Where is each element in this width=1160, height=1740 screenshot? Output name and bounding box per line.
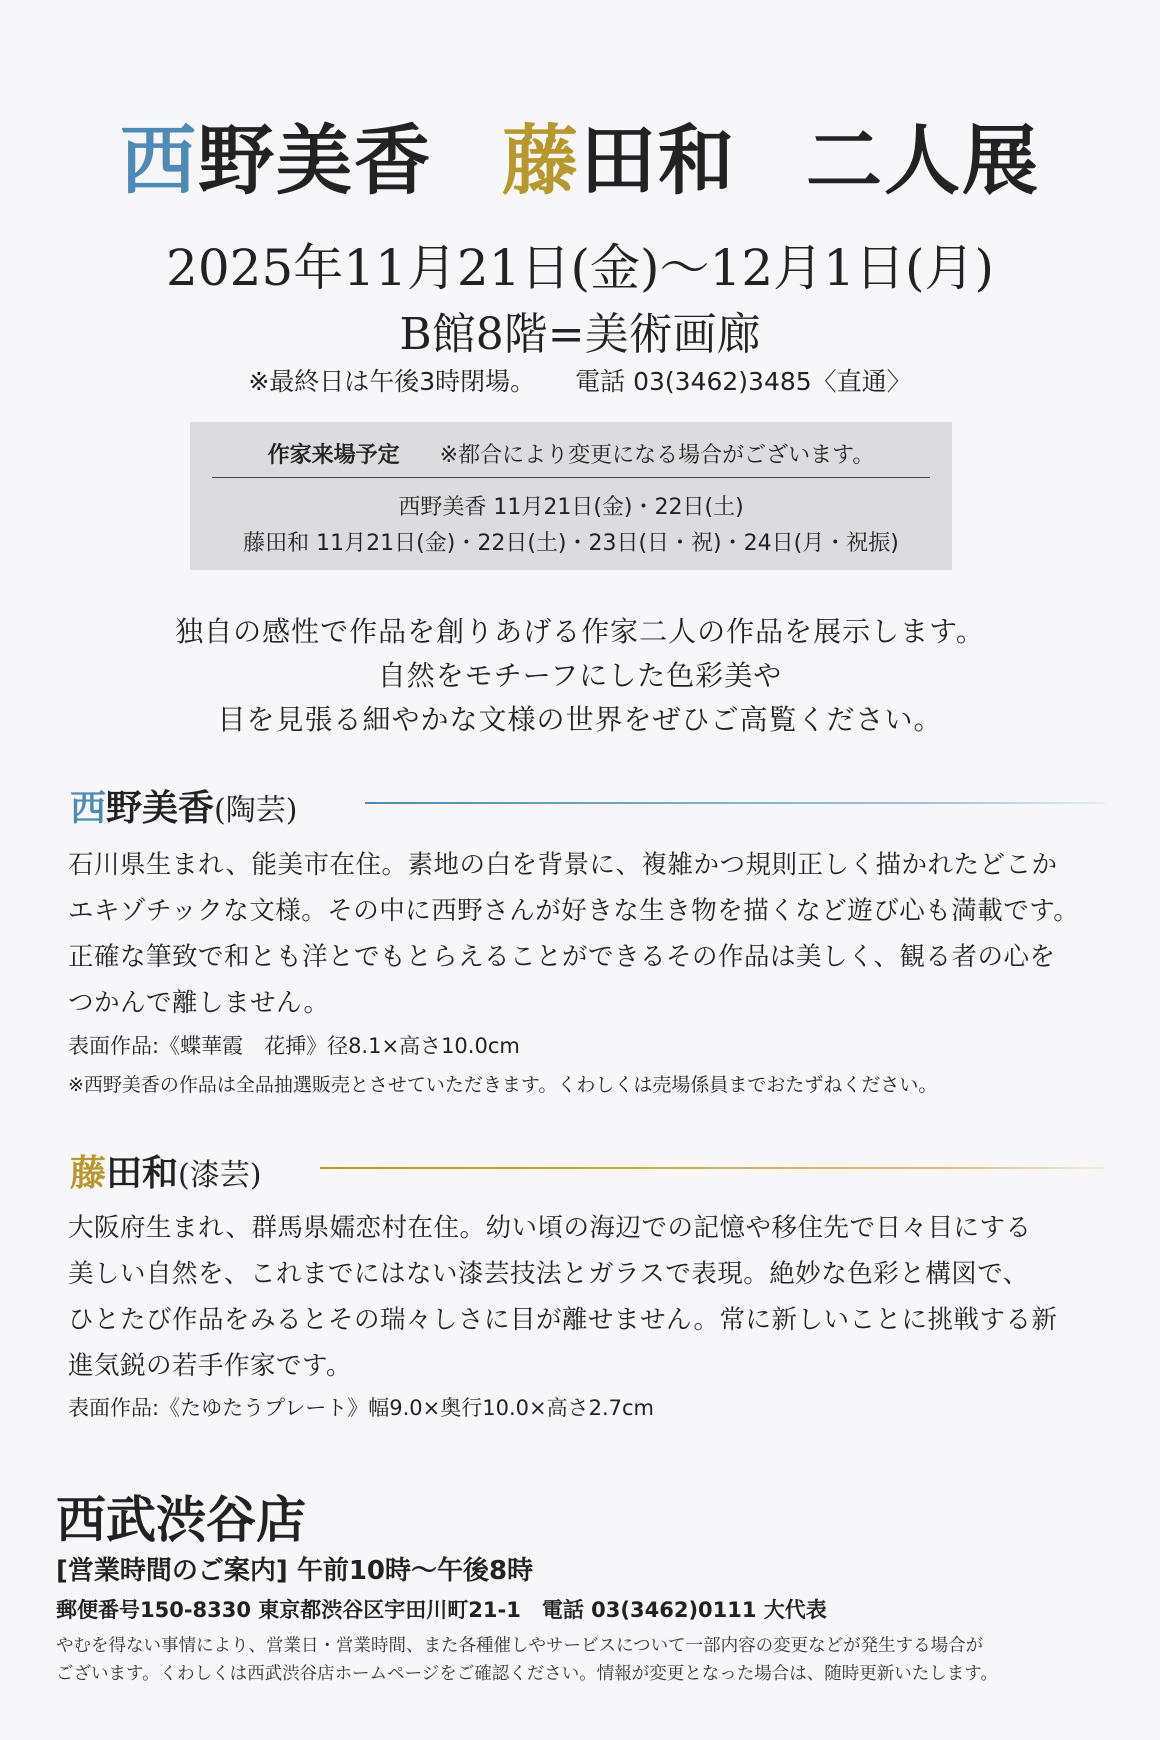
artist2-name: 田和 xyxy=(106,1152,179,1194)
visit-heading-row xyxy=(190,438,952,469)
visit-note: ※都合により変更になる場合がございます。 xyxy=(439,443,875,468)
artist1-kind: (陶芸) xyxy=(214,793,298,828)
exhibition-venue: B館8階=美術画廊 xyxy=(399,309,761,360)
artist2-bio-line: 美しい自然を、これまでにはない漆芸技法とガラスで表現。絶妙な色彩と構図で、 xyxy=(68,1259,1029,1289)
visit-line-artist2: 藤田和 11月21日(金)・22日(土)・23日(日・祝)・24日(月・祝振) xyxy=(243,531,899,556)
disclaimer-line: ございます。くわしくは西武渋谷店ホームページをご確認ください。情報が変更となった場合は、随時更新いたします。 xyxy=(56,1664,998,1684)
intro-line: 独自の感性で作品を創りあげる作家二人の作品を展示します。 xyxy=(175,615,985,648)
artist2-bio-line: 進気鋭の若手作家です。 xyxy=(68,1351,352,1381)
visit-line-artist1: 西野美香 11月21日(金)・22日(土) xyxy=(398,495,744,520)
intro-line: 目を見張る細やかな文様の世界をぜひご高覧ください。 xyxy=(217,703,943,736)
title-artist1-rest: 野美香 xyxy=(198,116,432,205)
visit-divider xyxy=(212,477,930,478)
artist1-bio-line: 石川県生まれ、能美市在住。素地の白を背景に、複雑かつ規則正しく描かれたどこか xyxy=(68,850,1058,880)
artist1-bio-line: 正確な筆致で和とも洋とでもとらえることができるその作品は美しく、観る者の心を xyxy=(68,942,1056,972)
title-artist1-initial: 西 xyxy=(120,116,198,205)
artist2-work: 表面作品:《たゆたうプレート》幅9.0×奥行10.0×高さ2.7cm xyxy=(68,1396,654,1420)
store-name: 西武渋谷店 xyxy=(56,1491,306,1549)
artist1-initial: 西 xyxy=(70,787,107,829)
artist2-heading xyxy=(70,1145,261,1196)
artist1-bio-line: つかんで離しません。 xyxy=(68,988,330,1018)
artist1-heading xyxy=(70,780,297,831)
exhibition-dates: 2025年11月21日(金)〜12月1日(月) xyxy=(166,239,994,297)
artist2-initial: 藤 xyxy=(70,1152,107,1194)
title-artist2-initial: 藤 xyxy=(502,116,580,205)
gallery-phone: 電話 03(3462)3485〈直通〉 xyxy=(575,367,912,396)
artist2-rule xyxy=(320,1167,1105,1169)
page-title xyxy=(0,100,1160,209)
disclaimer-line: やむを得ない事情により、営業日・営業時間、また各種催しやサービスについて一部内容の変更などが発生する場合が xyxy=(56,1636,984,1656)
artist1-bio-line: エキゾチックな文様。その中に西野さんが好きな生き物を描くなど遊び心も満載です。 xyxy=(68,896,1080,926)
title-exhibit: 二人展 xyxy=(806,116,1040,205)
closing-note: ※最終日は午後3時閉場。 xyxy=(248,367,536,396)
title-artist2-rest: 田和 xyxy=(580,116,736,205)
artist-visit-box xyxy=(190,422,952,570)
store-address: 郵便番号150-8330 東京都渋谷区宇田川町21-1 電話 03(3462)0111 大代表 xyxy=(56,1598,827,1622)
store-hours: [営業時間のご案内] 午前10時〜午後8時 xyxy=(56,1556,534,1586)
visit-heading: 作家来場予定 xyxy=(267,443,400,468)
intro-line: 自然をモチーフにした色彩美や xyxy=(377,659,783,692)
artist2-bio-line: 大阪府生まれ、群馬県嬬恋村在住。幼い頃の海辺での記憶や移住先で日々目にする xyxy=(68,1213,1032,1243)
artist2-bio-line: ひとたび作品をみるとその瑞々しさに目が離せません。常に新しいことに挑戦する新 xyxy=(68,1305,1058,1335)
artist2-kind: (漆芸) xyxy=(178,1158,262,1193)
artist1-work: 表面作品:《蝶華霞 花挿》径8.1×高さ10.0cm xyxy=(68,1034,520,1058)
artist1-name: 野美香 xyxy=(106,787,215,829)
artist1-note: ※西野美香の作品は全品抽選販売とさせていただきます。くわしくは売場係員までおたずねください。 xyxy=(68,1074,938,1096)
closing-info xyxy=(0,362,1160,398)
artist1-rule xyxy=(365,802,1105,804)
